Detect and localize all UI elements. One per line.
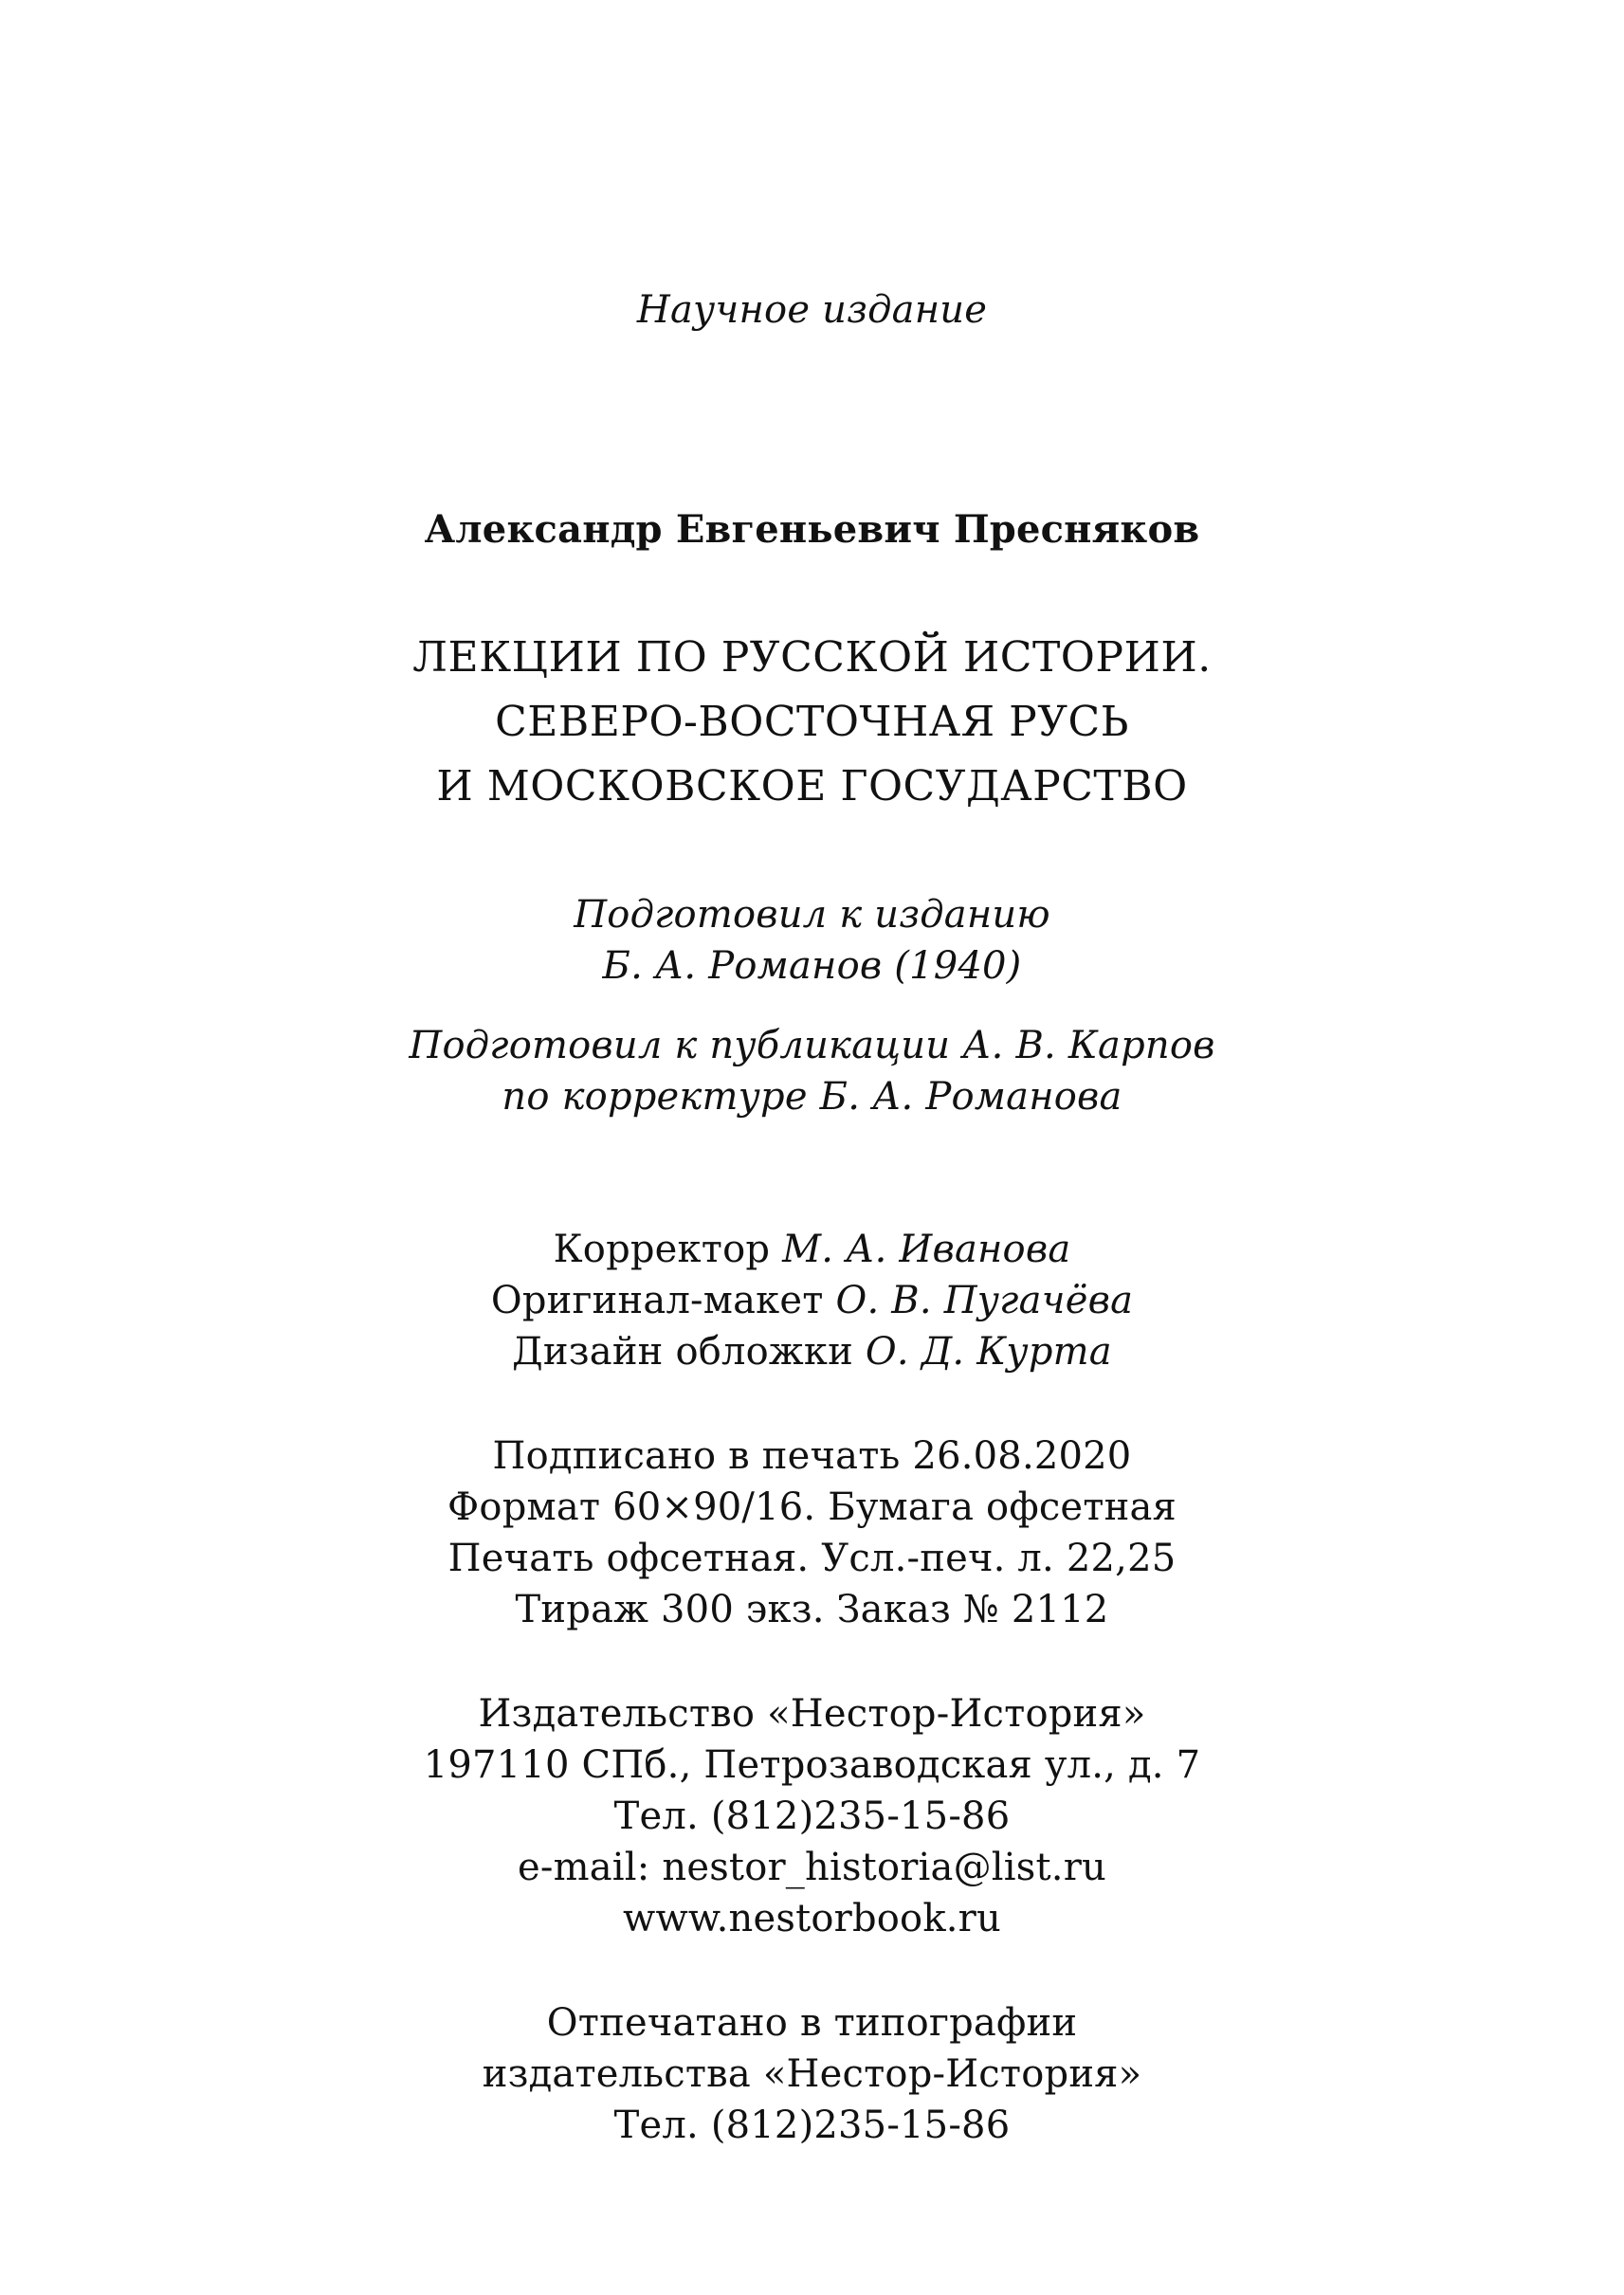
credit-role: Корректор <box>553 1228 771 1271</box>
published-by-line-1: Подготовил к публикации А. В. Карпов <box>409 1024 1215 1067</box>
printed-line: издательства «Нестор-История» <box>482 2052 1142 2096</box>
title-line-3: И МОСКОВСКОЕ ГОСУДАРСТВО <box>436 762 1188 811</box>
publisher-line: Издательство «Нестор-История» <box>478 1692 1146 1736</box>
author-name: Александр Евгеньевич Пресняков <box>424 507 1200 552</box>
publisher-website: www.nestorbook.ru <box>623 1897 1001 1940</box>
title-line-1: ЛЕКЦИИ ПО РУССКОЙ ИСТОРИИ. <box>412 633 1212 682</box>
credit-role: Дизайн обложки <box>512 1330 853 1374</box>
published-by-line-2: по корректуре Б. А. Романова <box>502 1075 1122 1119</box>
publisher-line: Тел. (812)235-15-86 <box>613 1794 1011 1838</box>
credit-role: Оригинал-макет <box>490 1279 824 1322</box>
prepared-by-line-1: Подготовил к изданию <box>574 893 1050 937</box>
print-info-line: Тираж 300 экз. Заказ № 2112 <box>515 1588 1109 1631</box>
print-info-line: Формат 60×90/16. Бумага офсетная <box>447 1485 1177 1529</box>
print-info-line: Подписано в печать 26.08.2020 <box>492 1434 1132 1478</box>
publisher-email: e-mail: nestor_historia@list.ru <box>518 1846 1106 1889</box>
prepared-by-line-2: Б. А. Романов (1940) <box>602 944 1022 988</box>
printed-line: Отпечатано в типографии <box>546 2001 1078 2045</box>
credit-person: О. Д. Курта <box>865 1330 1112 1374</box>
credit-proofreader <box>0 1223 1624 1276</box>
publisher-line: 197110 СПб., Петрозаводская ул., д. 7 <box>423 1743 1201 1787</box>
title-line-2: СЕВЕРО-ВОСТОЧНАЯ РУСЬ <box>495 698 1129 746</box>
print-info-line: Печать офсетная. Усл.-печ. л. 22,25 <box>447 1537 1177 1580</box>
credit-person: М. А. Иванова <box>782 1228 1071 1271</box>
edition-type: Научное издание <box>636 288 988 332</box>
credit-person: О. В. Пугачёва <box>835 1279 1134 1322</box>
printed-line: Тел. (812)235-15-86 <box>613 2104 1011 2147</box>
credit-cover-design <box>0 1325 1624 1378</box>
credit-layout <box>0 1274 1624 1327</box>
